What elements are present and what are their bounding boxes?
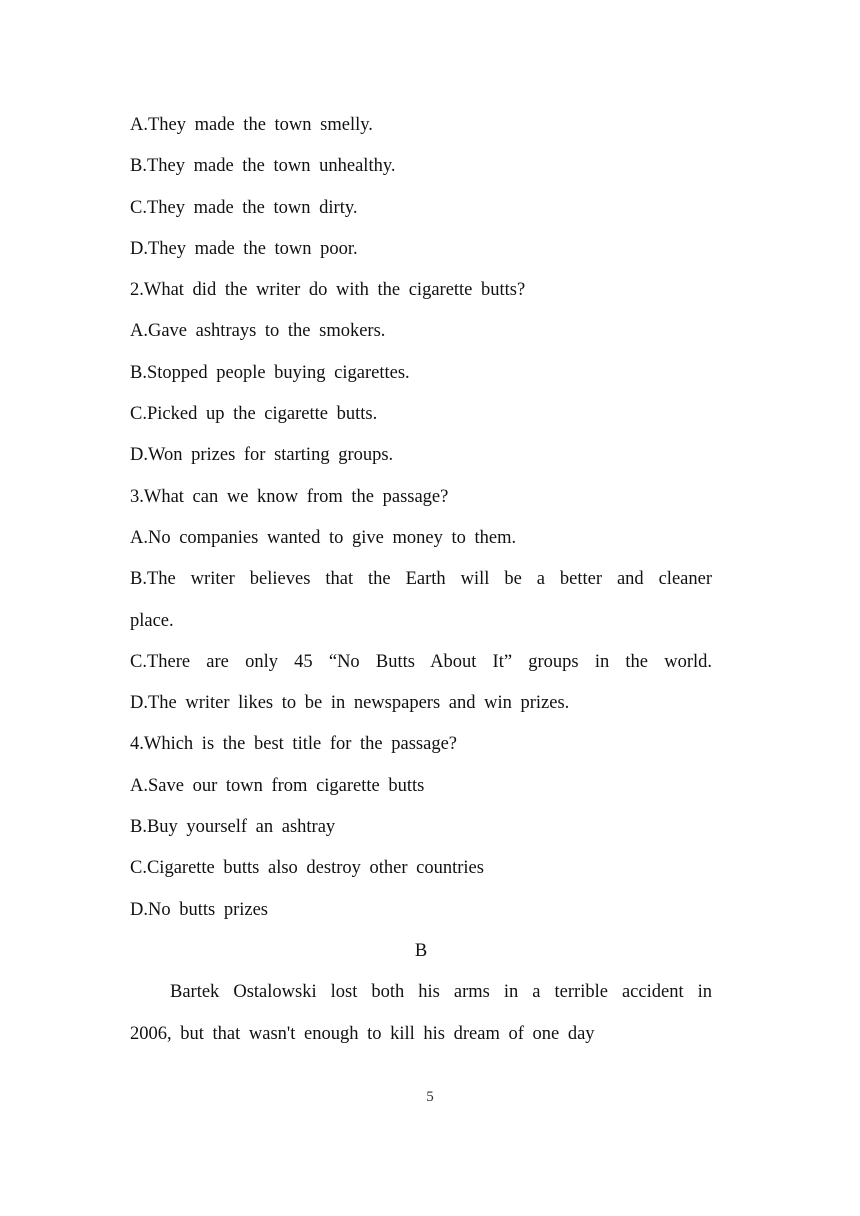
question-4: 4.Which is the best title for the passage? [130,734,457,755]
q4-option-c: C.Cigarette butts also destroy other countries [130,858,484,879]
q3-option-c: C.There are only 45 “No Butts About It” groups in the world. [130,651,712,672]
q4-option-a: A.Save our town from cigarette butts [130,775,425,796]
page-number: 5 [426,1089,434,1105]
q3-option-b-continued: place. [130,610,174,631]
q1-option-a: A.They made the town smelly. [130,115,373,135]
q2-option-c: C.Picked up the cigarette butts. [130,404,378,425]
q4-option-b: B.Buy yourself an ashtray [130,817,336,838]
q3-option-a: A.No companies wanted to give money to them. [130,527,517,548]
q3-option-b: B.The writer believes that the Earth will be a better and cleaner [130,569,712,590]
passage-b-line-2: 2006, but that wasn't enough to kill his dream of one day [130,1023,595,1044]
q1-option-b: B.They made the town unhealthy. [130,156,396,177]
question-2: 2.What did the writer do with the cigarette butts? [130,280,526,301]
question-3: 3.What can we know from the passage? [130,486,449,507]
q2-option-d: D.Won prizes for starting groups. [130,445,394,466]
document-body [130,105,712,1055]
q1-option-d: D.They made the town poor. [130,238,358,259]
q2-option-b: B.Stopped people buying cigarettes. [130,362,410,383]
section-heading-b: B [414,940,428,961]
q1-option-c: C.They made the town dirty. [130,197,358,218]
q2-option-a: A.Gave ashtrays to the smokers. [130,321,386,342]
q3-option-d: D.The writer likes to be in newspapers and win prizes. [130,693,570,714]
passage-b-line-1: Bartek Ostalowski lost both his arms in a terrible accident in [170,982,712,1003]
q4-option-d: D.No butts prizes [130,899,268,920]
